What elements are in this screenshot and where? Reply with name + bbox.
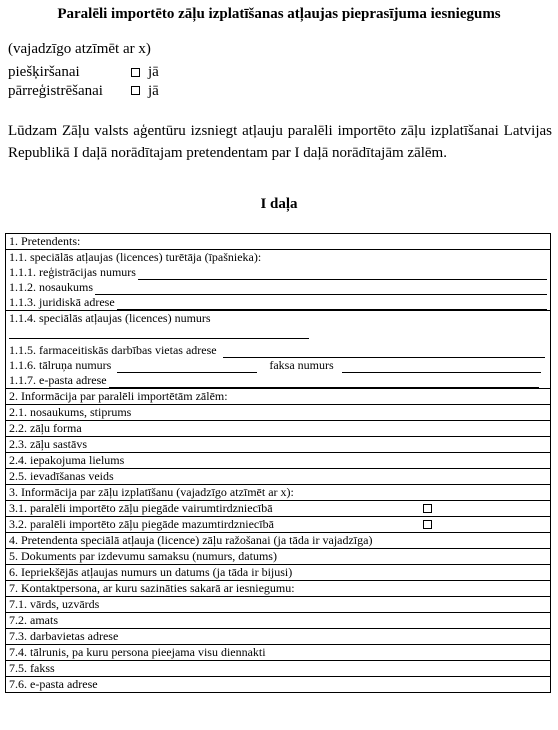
row-distribution-info: 3. Informācija par zāļu izplatīšanu (vajadzīgo atzīmēt ar x): bbox=[6, 485, 551, 501]
pharma-address-label: 1.1.5. farmaceitiskās darbības vietas adrese bbox=[9, 343, 217, 357]
checkbox-reregister[interactable] bbox=[131, 86, 140, 95]
legal-address-label: 1.1.3. juridiskā adrese bbox=[9, 295, 115, 309]
row-contact-email: 7.6. e-pasta adrese bbox=[6, 677, 551, 693]
row-name bbox=[9, 280, 547, 295]
row-contact-fax: 7.5. fakss bbox=[6, 661, 551, 677]
pharma-address-field[interactable] bbox=[223, 345, 545, 358]
row-package-size: 2.4. iepakojuma lielums bbox=[6, 453, 551, 469]
option-value-reregister: jā bbox=[148, 83, 159, 99]
section-title: I daļa bbox=[260, 196, 298, 212]
license-number-label: 1.1.4. speciālās atļaujas (licences) numurs bbox=[9, 311, 211, 325]
row-composition: 2.3. zāļu sastāvs bbox=[6, 437, 551, 453]
phone-field[interactable] bbox=[117, 360, 257, 373]
registration-number-label: 1.1.1. reģistrācijas numurs bbox=[9, 265, 136, 279]
row-work-address: 7.3. darbavietas adrese bbox=[6, 629, 551, 645]
row-email bbox=[9, 373, 547, 388]
row-registration-number bbox=[9, 265, 547, 280]
row-manufacturing-license: 4. Pretendenta speciālā atļauja (licence) zāļu ražošanai (ja tāda ir vajadzīga) bbox=[6, 533, 551, 549]
fax-field[interactable] bbox=[342, 360, 541, 373]
name-field[interactable] bbox=[95, 282, 547, 295]
email-field[interactable] bbox=[109, 375, 539, 388]
checkbox-grant[interactable] bbox=[131, 68, 140, 77]
license-number-field[interactable] bbox=[9, 326, 309, 339]
fax-label: faksa numurs bbox=[269, 358, 334, 372]
wholesale-checkbox[interactable] bbox=[423, 504, 432, 513]
phone-label: 1.1.6. tālruņa numurs bbox=[9, 358, 112, 372]
row-pharma-address bbox=[9, 343, 547, 358]
option-label-grant: piešķiršanai bbox=[8, 64, 80, 80]
row-legal-address bbox=[9, 295, 547, 310]
row-retail bbox=[6, 517, 551, 533]
application-table bbox=[5, 233, 551, 693]
applicant-details-cell bbox=[6, 250, 551, 311]
row-payment-document: 5. Dokuments par izdevumu samaksu (numurs, datums) bbox=[6, 549, 551, 565]
row-phone-fax bbox=[9, 358, 547, 373]
row-route: 2.5. ievadīšanas veids bbox=[6, 469, 551, 485]
option-label-reregister: pārreģistrēšanai bbox=[8, 83, 103, 99]
retail-checkbox[interactable] bbox=[423, 520, 432, 529]
row-contact-phone: 7.4. tālrunis, pa kuru persona pieejama visu diennakti bbox=[6, 645, 551, 661]
form-title: Paralēli importēto zāļu izplatīšanas atļaujas pieprasījuma iesniegums bbox=[57, 6, 501, 22]
row-name-strength: 2.1. nosaukums, stiprums bbox=[6, 405, 551, 421]
row-previous-permit: 6. Iepriekšējās atļaujas numurs un datums (ja tāda ir bijusi) bbox=[6, 565, 551, 581]
row-wholesale bbox=[6, 501, 551, 517]
row-contact-name: 7.1. vārds, uzvārds bbox=[6, 597, 551, 613]
row-dosage-form: 2.2. zāļu forma bbox=[6, 421, 551, 437]
row-contact-position: 7.2. amats bbox=[6, 613, 551, 629]
option-value-grant: jā bbox=[148, 64, 159, 80]
license-details-cell bbox=[6, 311, 551, 389]
name-label: 1.1.2. nosaukums bbox=[9, 280, 93, 294]
row-medicine-info: 2. Informācija par paralēli importētām zālēm: bbox=[6, 389, 551, 405]
wholesale-label: 3.1. paralēli importēto zāļu piegāde vairumtirdzniecībā bbox=[9, 501, 273, 515]
intro-paragraph: Lūdzam Zāļu valsts aģentūru izsniegt atļauju paralēli importēto zāļu izplatīšanai Latvijas Republikā I daļā norādītajam pretendentam par I daļā norādītajām zālēm. bbox=[8, 123, 552, 161]
retail-label: 3.2. paralēli importēto zāļu piegāde mazumtirdzniecībā bbox=[9, 517, 274, 531]
registration-number-field[interactable] bbox=[138, 267, 547, 280]
mark-instruction: (vajadzīgo atzīmēt ar x) bbox=[8, 41, 151, 57]
row-license-holder: 1.1. speciālās atļaujas (licences) turētāja (īpašnieka): bbox=[9, 250, 262, 264]
email-label: 1.1.7. e-pasta adrese bbox=[9, 373, 107, 387]
row-applicant: 1. Pretendents: bbox=[6, 234, 551, 250]
row-contact-person: 7. Kontaktpersona, ar kuru sazināties sakarā ar iesniegumu: bbox=[6, 581, 551, 597]
legal-address-field[interactable] bbox=[117, 297, 547, 310]
